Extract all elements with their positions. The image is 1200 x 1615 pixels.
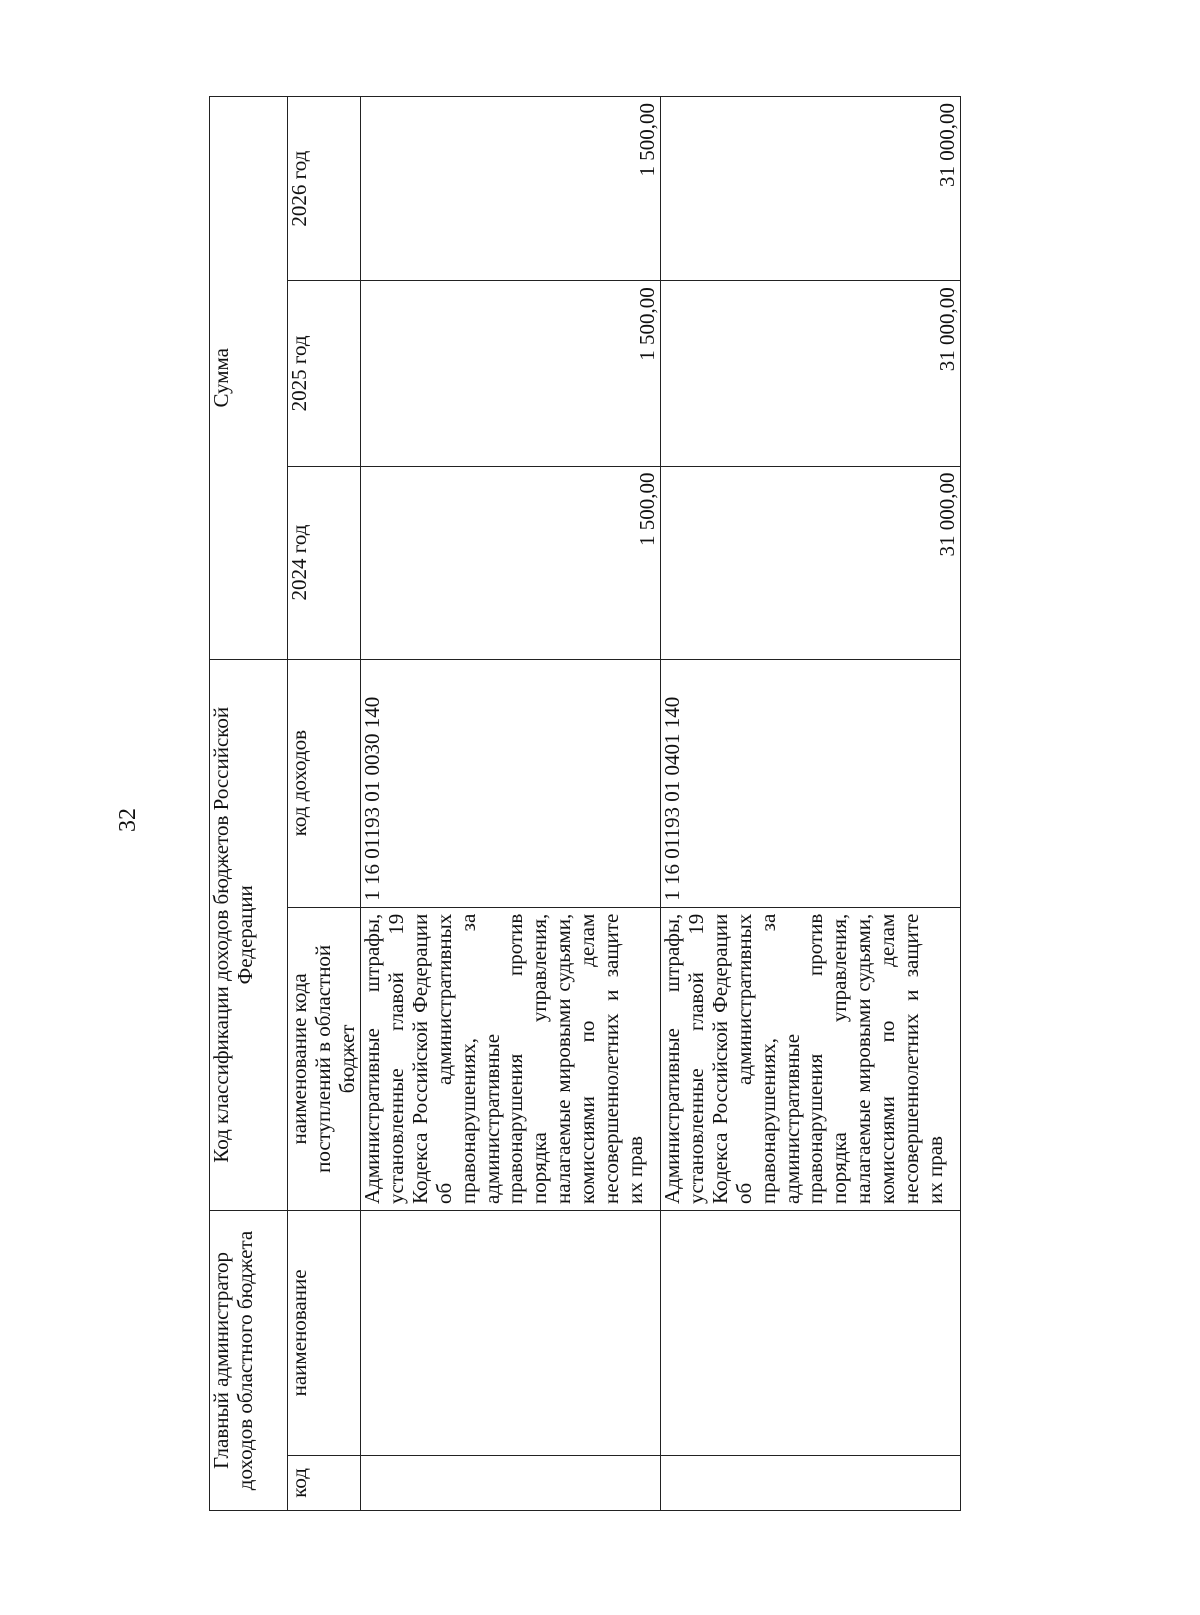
row-income-code: 1 16 01193 01 0030 140: [360, 659, 660, 907]
row-sum-2024: 31 000,00: [660, 466, 960, 659]
header-2025: 2025 год: [288, 281, 361, 466]
row-sum-2024: 1 500,00: [360, 466, 660, 659]
row-sum-2026: 1 500,00: [360, 97, 660, 281]
page-number: 32: [115, 808, 141, 832]
row-income-name: Административные штрафы, установленные главой 19 Кодекса Российской Федерации об административных правонарушениях, за административные правонарушения против порядка управления, налагаемые мировыми судьями, комиссиями по делам несовершеннолетних и защите их прав: [660, 907, 960, 1210]
row-code: [360, 1455, 660, 1510]
row-income-name: Административные штрафы, установленные главой 19 Кодекса Российской Федерации об административных правонарушениях, за административные правонарушения против порядка управления, налагаемые мировыми судьями, комиссиями по делам несовершеннолетних и защите их прав: [360, 907, 660, 1210]
budget-income-table: [209, 96, 961, 1511]
table-row: [360, 97, 660, 1511]
header-classification-group: Код классификации доходов бюджетов Российской Федерации: [210, 659, 288, 1210]
header-2024: 2024 год: [288, 466, 361, 659]
header-code: код: [288, 1455, 361, 1510]
header-income-name: наименование кода поступлений в областной бюджет: [288, 907, 361, 1210]
header-sum-group: Сумма: [210, 97, 288, 660]
header-row-2: [288, 97, 361, 1511]
header-admin-group: Главный администратор доходов областного бюджета: [210, 1211, 288, 1511]
row-sum-2025: 31 000,00: [660, 281, 960, 466]
row-name: [360, 1211, 660, 1456]
row-name: [660, 1211, 960, 1456]
row-code: [660, 1455, 960, 1510]
header-row-1: [210, 97, 288, 1511]
table-row: [660, 97, 960, 1511]
header-name: наименование: [288, 1211, 361, 1456]
row-sum-2025: 1 500,00: [360, 281, 660, 466]
row-sum-2026: 31 000,00: [660, 97, 960, 281]
row-income-code: 1 16 01193 01 0401 140: [660, 659, 960, 907]
rotated-table-container: [209, 96, 959, 1511]
header-income-code: код доходов: [288, 659, 361, 907]
header-2026: 2026 год: [288, 97, 361, 281]
